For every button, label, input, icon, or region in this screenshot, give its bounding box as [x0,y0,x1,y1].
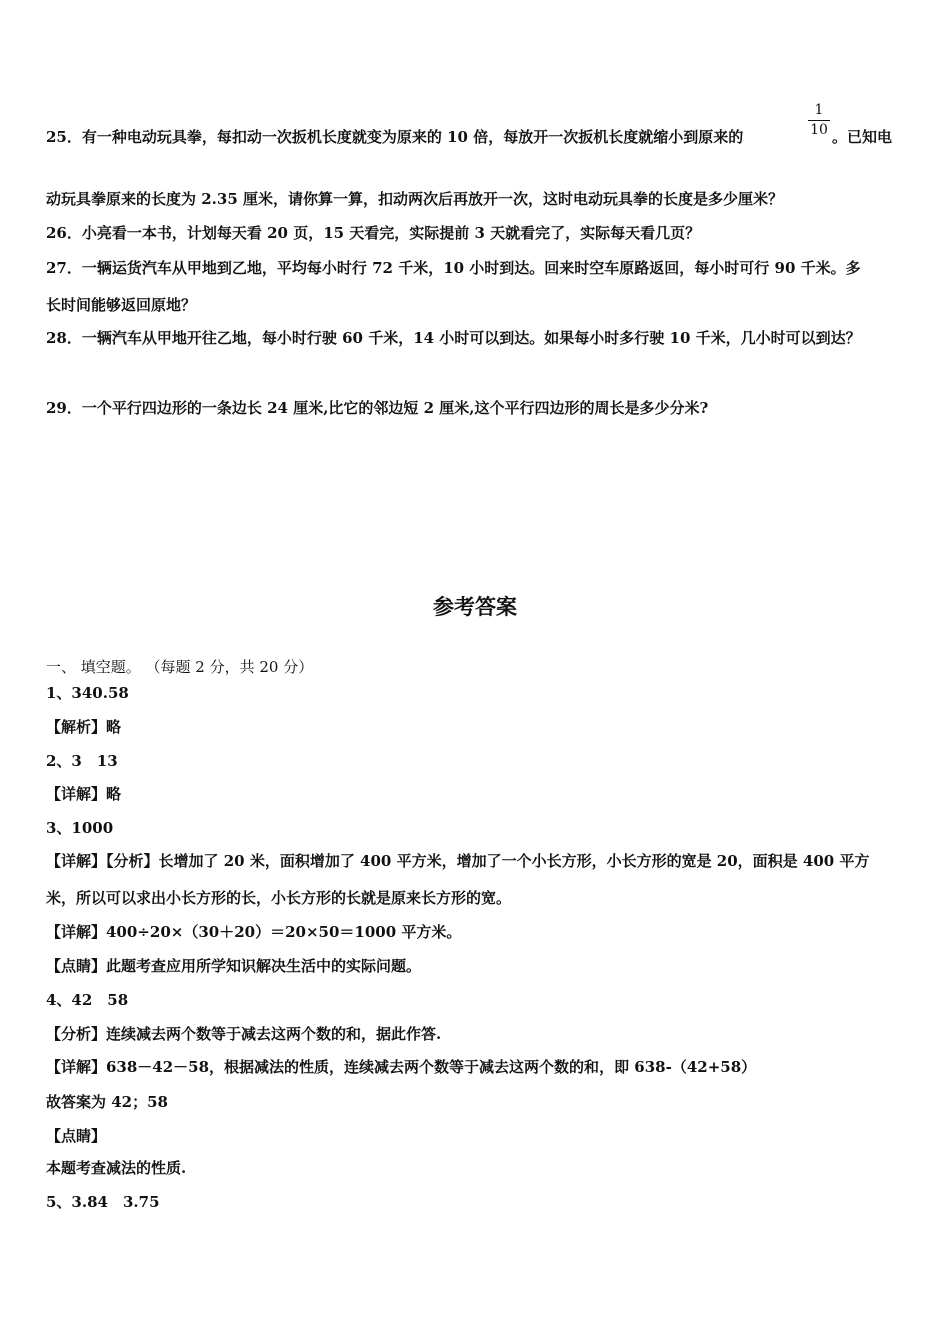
question-25-text: 25．有一种电动玩具拳，每扣动一次扳机长度就变为原来的 10 倍，每放开一次扳机长度就缩小到原来的 [46,128,744,146]
answer-line: 【解析】略 [46,718,122,736]
question-25-text-tail: 。已知电 [832,128,893,146]
question-28: 28．一辆汽车从甲地开往乙地，每小时行驶 60 千米，14 小时可以到达。如果每小时多行驶 10 千米，几小时可以到达？ [46,329,861,347]
answer-line: 4、42 58 [46,991,129,1009]
answer-line: 2、3 13 [46,752,118,770]
answer-line: 【分析】连续减去两个数等于减去这两个数的和，据此作答. [46,1025,442,1043]
answer-line: 本题考查减法的性质. [46,1159,187,1177]
answer-line: 米，所以可以求出小长方形的长，小长方形的长就是原来长方形的宽。 [46,889,512,907]
question-29: 29．一个平行四边形的一条边长 24 厘米,比它的邻边短 2 厘米,这个平行四边形的周长是多少分米? [46,399,709,417]
answers-section-heading: 一、 填空题。 （每题 2 分，共 20 分） [46,658,314,676]
answer-line: 【详解】638－42－58，根据减法的性质，连续减去两个数等于减去这两个数的和，即 638-（42+58） [46,1058,757,1076]
question-25-line2: 动玩具拳原来的长度为 2.35 厘米，请你算一算，扣动两次后再放开一次，这时电动玩具拳的长度是多少厘米？ [46,190,783,208]
fraction-numerator: 1 [808,102,830,121]
question-25-tail [832,127,892,147]
answer-line: 1、340.58 [46,684,129,702]
question-26: 26．小亮看一本书，计划每天看 20 页，15 天看完，实际提前 3 天就看完了，实际每天看几页？ [46,224,701,242]
answer-line: 故答案为 42；58 [46,1093,168,1111]
answer-line: 【详解】【分析】长增加了 20 米，面积增加了 400 平方米，增加了一个小长方形，小长方形的宽是 20，面积是 400 平方 [46,852,870,870]
answer-line: 【点睛】此题考查应用所学知识解决生活中的实际问题。 [46,957,422,975]
answer-line: 【点睛】 [46,1127,107,1145]
answer-line: 【详解】400÷20×（30＋20）＝20×50＝1000 平方米。 [46,923,462,941]
question-27-line1: 27．一辆运货汽车从甲地到乙地，平均每小时行 72 千米，10 小时到达。回来时空车原路返回，每小时可行 90 千米。多 [46,259,861,277]
question-27-line2: 长时间能够返回原地？ [46,296,197,314]
question-25 [46,127,743,147]
fraction-one-tenth [808,102,830,139]
fraction-denominator: 10 [810,122,828,138]
answer-line: 5、3.84 3.75 [46,1193,160,1211]
answer-line: 【详解】略 [46,785,122,803]
answer-line: 3、1000 [46,819,114,837]
answers-title: 参考答案 [433,595,517,619]
